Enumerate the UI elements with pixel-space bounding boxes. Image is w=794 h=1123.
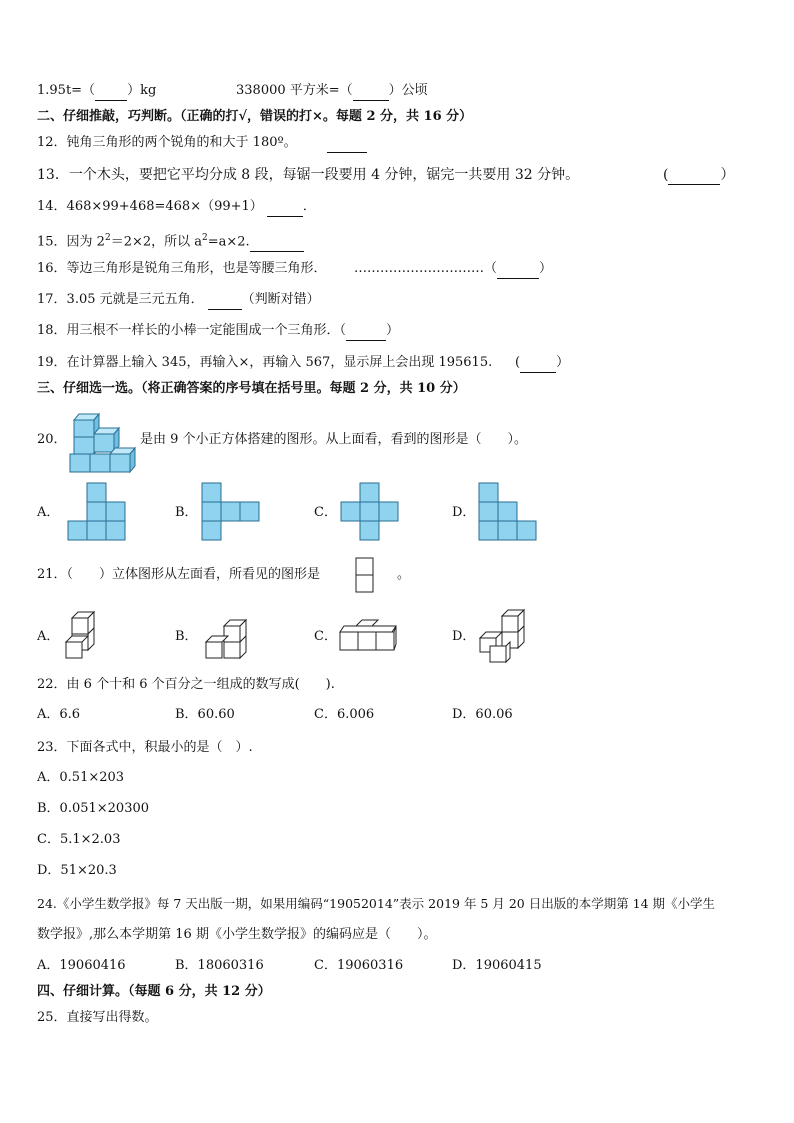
answer-blank[interactable] bbox=[95, 82, 127, 101]
answer-blank[interactable] bbox=[346, 322, 386, 341]
answer-blank[interactable] bbox=[327, 134, 367, 153]
option-c[interactable]: C．19060316 bbox=[314, 958, 404, 973]
option-a[interactable]: A．19060416 bbox=[37, 958, 126, 973]
question-18: 18．用三根不一样长的小棒一定能围成一个三角形．（ ） bbox=[37, 322, 399, 341]
question-16: 16．等边三角形是锐角三角形，也是等腰三角形． bbox=[37, 261, 327, 276]
option-d[interactable]: D．19060415 bbox=[452, 958, 542, 973]
option-b[interactable]: B．60.60 bbox=[175, 707, 235, 722]
question-17: 17．3.05 元就是三元五角． （判断对错） bbox=[37, 291, 320, 310]
answer-blank[interactable] bbox=[208, 291, 242, 310]
q20-option-d-view bbox=[478, 483, 538, 541]
answer-paren: ( ） bbox=[663, 167, 735, 183]
option-c[interactable]: C．6.006 bbox=[314, 707, 375, 722]
q21-left-view bbox=[355, 557, 375, 593]
option-b[interactable]: B． bbox=[175, 505, 198, 520]
option-a[interactable]: A． bbox=[37, 629, 60, 644]
answer-blank[interactable] bbox=[668, 166, 720, 185]
answer-blank[interactable] bbox=[520, 354, 556, 373]
option-a[interactable]: A．0.51×203 bbox=[37, 770, 125, 785]
answer-blank[interactable] bbox=[497, 260, 539, 279]
option-d[interactable]: D． bbox=[452, 505, 476, 520]
option-b[interactable]: B． bbox=[175, 629, 198, 644]
answer-blank[interactable] bbox=[267, 198, 303, 217]
question-24-line-1: 24.《小学生数学报》每 7 天出版一期，如果用编码“19052014”表示 2019 年 5 月 20 日出版的本学期第 14 期《小学生 bbox=[37, 896, 716, 911]
question-12: 12．钝角三角形的两个锐角的和大于 180º。 bbox=[37, 135, 297, 150]
q11-line bbox=[37, 82, 156, 101]
q21-option-d-solid bbox=[476, 608, 528, 664]
question-21-end: 。 bbox=[397, 567, 411, 582]
answer-paren: ( ） bbox=[515, 354, 569, 373]
question-20: 20． bbox=[37, 432, 67, 447]
answer-paren: …………………………（ ） bbox=[354, 260, 552, 279]
option-b[interactable]: B．18060316 bbox=[175, 958, 264, 973]
section-2-heading: 二、仔细推敲，巧判断。（正确的打√，错误的打×。每题 2 分，共 16 分） bbox=[37, 109, 473, 124]
option-a[interactable]: A．6.6 bbox=[37, 707, 81, 722]
section-3-heading: 三、仔细选一选。（将正确答案的序号填在括号里。每题 2 分，共 10 分） bbox=[37, 381, 466, 396]
answer-blank[interactable] bbox=[250, 233, 304, 252]
question-20-text: 是由 9 个小正方体搭建的图形。从上面看，看到的图形是（ ）。 bbox=[140, 432, 528, 447]
option-c[interactable]: C．5.1×2.03 bbox=[37, 832, 121, 847]
q21-option-b-solid bbox=[204, 618, 248, 662]
section-4-heading: 四、仔细计算。（每题 6 分，共 12 分） bbox=[37, 984, 271, 999]
option-c[interactable]: C． bbox=[314, 629, 337, 644]
q11-left-unit: ）kg bbox=[127, 83, 157, 98]
question-23: 23．下面各式中，积最小的是（ ）. bbox=[37, 740, 253, 755]
q20-option-b-view bbox=[201, 483, 261, 541]
answer-blank[interactable] bbox=[353, 82, 389, 101]
q20-solid-figure bbox=[68, 408, 140, 474]
option-b[interactable]: B．0.051×20300 bbox=[37, 801, 150, 816]
option-d[interactable]: D． bbox=[452, 629, 476, 644]
q21-option-a-solid bbox=[64, 610, 100, 662]
question-15: 15．因为 $2^2=2\times 2$，所以 $a^2=a\times 2$. bbox=[37, 229, 304, 252]
q20-option-c-view bbox=[340, 483, 400, 541]
question-13: 13．一个木头，要把它平均分成 8 段，每锯一段要用 4 分钟，锯完一共要用 32 分钟。 bbox=[37, 167, 580, 183]
option-c[interactable]: C． bbox=[314, 505, 337, 520]
question-14: 14．468×99+468=468×（99+1） ． bbox=[37, 198, 316, 217]
question-21: 21．（ ）立体图形从左面看，所看见的图形是 bbox=[37, 567, 321, 582]
question-22: 22．由 6 个十和 6 个百分之一组成的数写成( ). bbox=[37, 677, 335, 692]
question-19: 19．在计算器上输入 345，再输入×，再输入 567，显示屏上会出现 195615. bbox=[37, 355, 493, 370]
q11-left: 1.95t=（ bbox=[37, 83, 96, 98]
option-d[interactable]: D．60.06 bbox=[452, 707, 513, 722]
question-24-line-2: 数学报》,那么本学期第 16 期《小学生数学报》的编码应是（ ）。 bbox=[37, 927, 437, 942]
option-a[interactable]: A． bbox=[37, 505, 60, 520]
option-d[interactable]: D．51×20.3 bbox=[37, 863, 117, 878]
q21-option-c-solid bbox=[338, 620, 398, 654]
q20-option-a-view bbox=[67, 483, 127, 541]
q11-right: 338000 平方米=（ ）公顷 bbox=[236, 82, 428, 101]
question-25: 25．直接写出得数。 bbox=[37, 1010, 158, 1025]
